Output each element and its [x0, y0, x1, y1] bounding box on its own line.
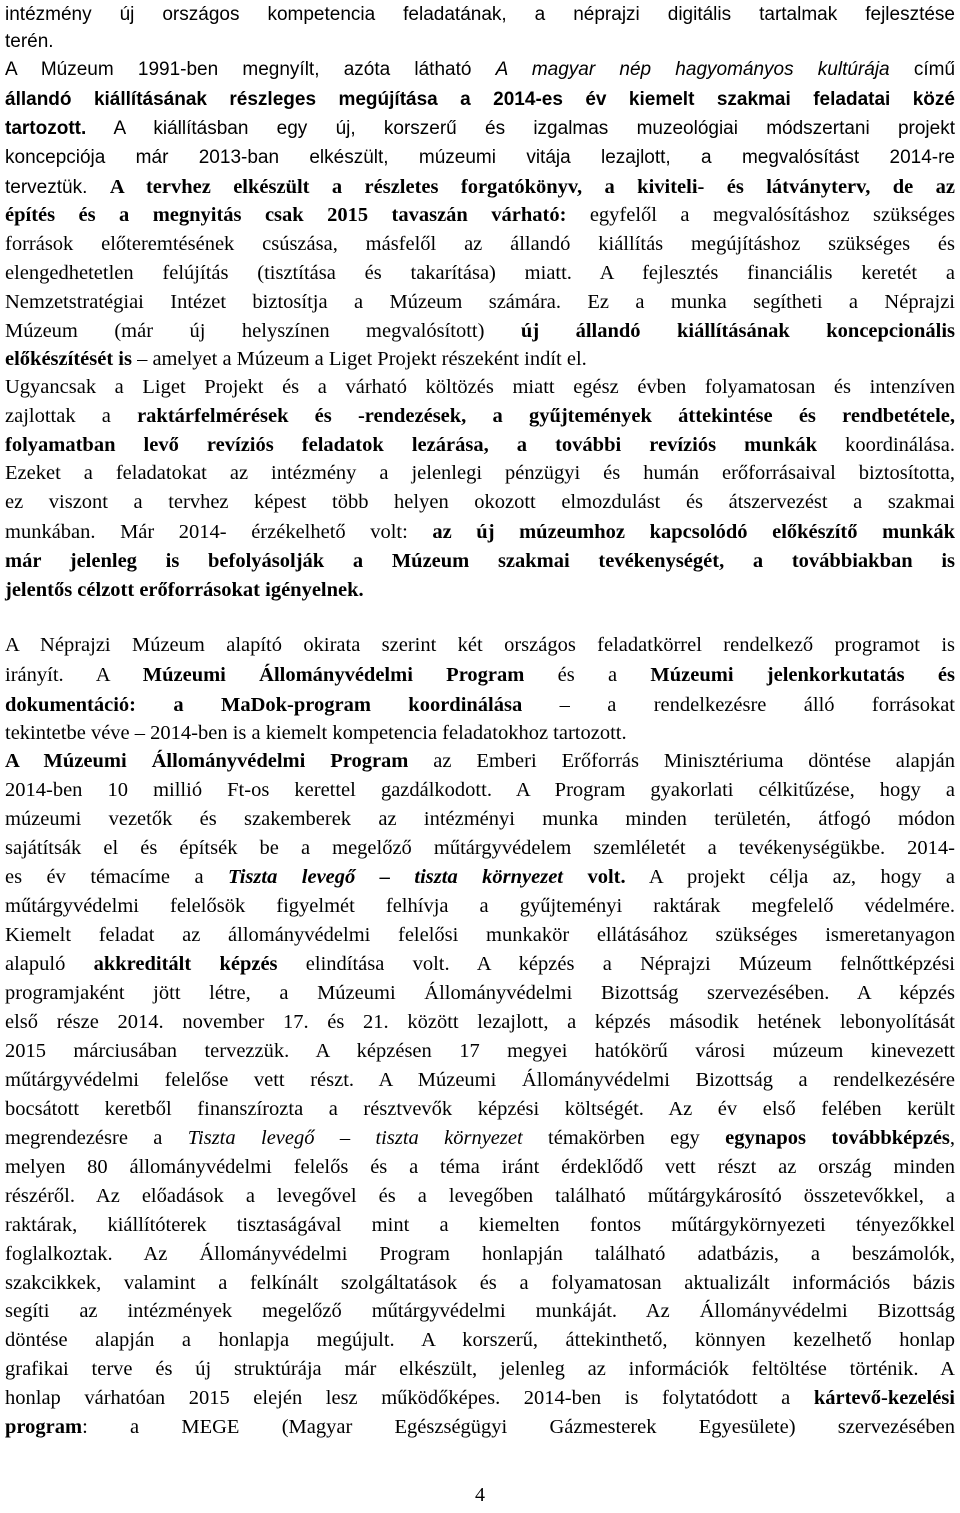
text-line — [5, 316, 955, 346]
text-segment: akkreditált képzés — [93, 953, 278, 975]
text-segment: segíti az intézmények megelőző műtárgyvédelmi munkáját. Az Állományvédelmi Bizottság — [5, 1300, 955, 1322]
text-line — [5, 85, 955, 115]
text-segment: források előteremtésének csúszása, másfelől az állandó kiállítás megújításhoz szükséges és — [5, 233, 955, 255]
text-line — [5, 1007, 955, 1037]
text-segment: A kiállításban egy új, korszerű és izgalmas muzeológiai módszertani projekt — [86, 118, 955, 139]
text-line — [5, 1268, 955, 1298]
text-line — [5, 344, 955, 374]
text-segment: es év témacíme a — [5, 866, 228, 888]
text-line — [5, 1152, 955, 1182]
text-segment: munkában. Már 2014- érzékelhető volt: — [5, 521, 433, 543]
text-segment: : a MEGE (Magyar Egészségügyi Gázmesterek Egyesülete) szervezésében — [82, 1416, 955, 1438]
text-line — [5, 487, 955, 517]
text-line — [5, 978, 955, 1008]
text-segment: dokumentáció: a MaDok-program koordinálása — [5, 694, 523, 716]
text-segment: Ugyancsak a Liget Projekt és a várható költözés miatt egész évben folyamatosan és intenzíven — [5, 376, 955, 398]
text-segment: intézmény új országos kompetencia feladatának, a néprajzi digitális tartalmak fejlesztése — [5, 4, 955, 25]
text-line — [5, 172, 955, 202]
text-line — [5, 143, 955, 173]
text-line — [5, 833, 955, 863]
text-line — [5, 200, 955, 230]
text-segment: – amelyet a Múzeum a Liget Projekt részeként indít el. — [131, 348, 587, 370]
text-segment: állandó kiállításának részleges megújítása a 2014-es év kiemelt szakmai feladatai közé — [5, 89, 955, 110]
text-segment: részéről. Az előadások a levegővel és a levegőben található műtárgykárosító összetevőkkel, a — [5, 1185, 955, 1207]
text-segment: A magyar nép hagyományos kultúrája — [495, 59, 890, 80]
text-segment: 2014-ben 10 millió Ft-os kerettel gazdálkodott. A Program gyakorlati célkitűzése, hogy a — [5, 779, 955, 801]
text-segment: kártevő-kezelési — [813, 1387, 955, 1409]
text-line — [5, 1383, 955, 1413]
text-line — [5, 1181, 955, 1211]
text-segment: elindítása volt. A képzés a Néprajzi Múzeum felnőttképzési — [277, 953, 956, 975]
text-segment: Múzeumi jelenkorkutatás és — [650, 664, 955, 686]
text-segment: témakörben egy — [522, 1127, 726, 1149]
text-line — [5, 575, 955, 605]
text-line — [5, 1354, 955, 1384]
text-line — [5, 258, 955, 288]
text-segment: múzeumi vezetők és szakemberek az intézményi munka minden területén, átfogó módon — [5, 808, 955, 830]
text-segment: 2015 márciusában tervezzük. A képzésen 17 megyei hatókörű városi múzeum kinevezett — [5, 1040, 955, 1062]
text-line — [5, 1412, 955, 1442]
text-segment: jelentős célzott erőforrásokat igényelnek. — [5, 579, 364, 601]
text-segment: zajlottak a — [5, 405, 138, 427]
text-segment: sajátítsák el és építsék be a megelőző műtárgyvédelem szemléletét a tevékenységükbe. 2014- — [5, 837, 955, 859]
text-line — [5, 718, 955, 748]
text-segment: építés és a megnyitás csak 2015 tavaszán várható: — [5, 204, 567, 226]
text-line — [5, 1325, 955, 1355]
text-line — [5, 949, 955, 979]
text-line — [5, 401, 955, 431]
text-segment: Múzeumi Állományvédelmi Program — [142, 664, 525, 686]
text-line — [5, 1065, 955, 1095]
text-segment: A projekt célja az, hogy a — [625, 866, 955, 888]
text-segment: és a — [524, 664, 651, 686]
text-segment: előkészítését is — [5, 348, 132, 370]
text-segment: Tiszta levegő – tiszta környezet — [187, 1127, 523, 1149]
text-segment: Ezeket a feladatokat az intézmény a jelenlegi pénzügyi és humán erőforrásaival biztosította, — [5, 462, 955, 484]
text-segment: koncepciója már 2013-ban elkészült, múzeumi vitája lezajlott, a megvalósítást 2014-re — [5, 147, 955, 168]
text-segment: új állandó kiállításának koncepcionális — [520, 320, 955, 342]
text-segment: az Emberi Erőforrás Minisztériuma döntése alapján — [408, 750, 955, 772]
text-segment: programjaként jött létre, a Múzeumi Állományvédelmi Bizottság szervezésében. A képzés — [5, 982, 955, 1004]
text-line — [5, 660, 955, 690]
text-segment: Nemzetstratégiai Intézet biztosítja a Múzeum számára. Ez a munka segítheti a Néprajzi — [5, 291, 955, 313]
text-line — [5, 229, 955, 259]
text-line — [5, 55, 955, 85]
text-segment: című — [889, 59, 956, 80]
text-line — [5, 1296, 955, 1326]
text-line — [5, 1123, 955, 1153]
text-segment: irányít. A — [5, 664, 143, 686]
text-line — [5, 430, 955, 460]
text-segment: foglalkoztak. Az Állományvédelmi Program honlapján található adatbázis, a beszámolók, — [5, 1243, 955, 1265]
page-number: 4 — [475, 1484, 485, 1506]
text-line — [5, 1210, 955, 1240]
text-line — [5, 1036, 955, 1066]
text-line — [5, 546, 955, 576]
text-line — [5, 630, 955, 660]
text-line — [5, 114, 955, 144]
text-segment: folyamatban levő revíziós feladatok lezárása, a további revíziós munkák — [5, 434, 818, 456]
text-line — [5, 27, 955, 57]
text-segment: szakcikkek, valamint a felkínált szolgáltatások és a folyamatosan aktualizált információs bázis — [5, 1272, 955, 1294]
text-line — [5, 1094, 955, 1124]
text-segment: egynapos továbbképzés — [725, 1127, 950, 1149]
text-segment: A Néprajzi Múzeum alapító okirata szerint két országos feladatkörrel rendelkező programot is — [5, 634, 955, 656]
text-segment: ez viszont a tervhez képest több helyen okozott elmozdulást és átszervezést a szakmai — [5, 491, 955, 513]
text-line — [5, 804, 955, 834]
text-segment: terveztük. — [5, 177, 110, 198]
text-segment: egyfelől a megvalósításhoz szükséges — [566, 204, 955, 226]
text-segment: – a rendelkezésre álló forrásokat — [522, 694, 955, 716]
text-line — [5, 775, 955, 805]
text-line — [5, 0, 955, 30]
text-line — [5, 690, 955, 720]
text-line — [5, 517, 955, 547]
text-segment: , — [949, 1127, 955, 1149]
text-segment: Tiszta levegő – tiszta környezet — [227, 866, 564, 888]
text-line — [5, 287, 955, 317]
text-segment: terén. — [5, 31, 54, 52]
text-line — [5, 1239, 955, 1269]
text-segment: az új múzeumhoz kapcsolódó előkészítő munkák — [432, 521, 955, 543]
text-segment: koordinálása. — [817, 434, 955, 456]
text-segment: honlap várhatóan 2015 elején lesz működőképes. 2014-ben is folytatódott a — [5, 1387, 814, 1409]
text-segment: A tervhez elkészült a részletes forgatókönyv, a kiviteli- és látványterv, de az — [109, 176, 955, 198]
text-segment: műtárgyvédelmi felelősök figyelmét felhívja a gyűjteményi raktárak megfelelő védelmére. — [5, 895, 955, 917]
text-segment: A Múzeumi Állományvédelmi Program — [5, 750, 409, 772]
text-segment: műtárgyvédelmi felelőse vett részt. A Múzeumi Állományvédelmi Bizottság a rendelkezésére — [5, 1069, 955, 1091]
text-segment: raktárak, kiállítóterek tisztaságával mint a kiemelten fontos műtárgykörnyezeti tényezőkkel — [5, 1214, 955, 1236]
text-segment: tekintetbe véve – 2014-ben is a kiemelt kompetencia feladatokhoz tartozott. — [5, 722, 627, 744]
text-segment: megrendezésre a — [5, 1127, 188, 1149]
text-segment: volt. — [563, 866, 626, 888]
text-segment: bocsátott keretből finanszírozta a résztvevők képzési költségét. Az év első felében került — [5, 1098, 955, 1120]
text-segment: program — [5, 1416, 83, 1438]
text-segment: A Múzeum 1991-ben megnyílt, azóta látható — [5, 59, 496, 80]
text-line — [5, 372, 955, 402]
text-segment: grafikai terve és új struktúrája már elkészült, jelenleg az információk feltöltése történik. A — [5, 1358, 955, 1380]
text-segment: döntése alapján a honlapja megújult. A korszerű, áttekinthető, könnyen kezelhető honlap — [5, 1329, 955, 1351]
text-segment: alapuló — [5, 953, 94, 975]
text-segment: első része 2014. november 17. és 21. között lezajlott, a képzés második hetének lebonyolítását — [5, 1011, 955, 1033]
text-line — [5, 920, 955, 950]
text-line — [5, 891, 955, 921]
text-segment: elengedhetetlen felújítás (tisztítása és takarítása) miatt. A fejlesztés financiális keretét a — [5, 262, 955, 284]
text-segment: Múzeum (már új helyszínen megvalósított) — [5, 320, 521, 342]
text-line — [5, 862, 955, 892]
text-segment: melyen 80 állományvédelmi felelős és a téma iránt érdeklődő vett részt az ország minden — [5, 1156, 955, 1178]
text-segment: Kiemelt feladat az állományvédelmi felelősi munkakör ellátásához szükséges ismeretanyagon — [5, 924, 955, 946]
text-segment: raktárfelmérések és -rendezések, a gyűjtemények áttekintése és rendbetétele, — [137, 405, 955, 427]
text-line — [5, 746, 955, 776]
text-line — [5, 458, 955, 488]
text-segment: tartozott. — [5, 118, 87, 139]
text-segment: már jelenleg is befolyásolják a Múzeum szakmai tevékenységét, a továbbiakban is — [5, 550, 955, 572]
